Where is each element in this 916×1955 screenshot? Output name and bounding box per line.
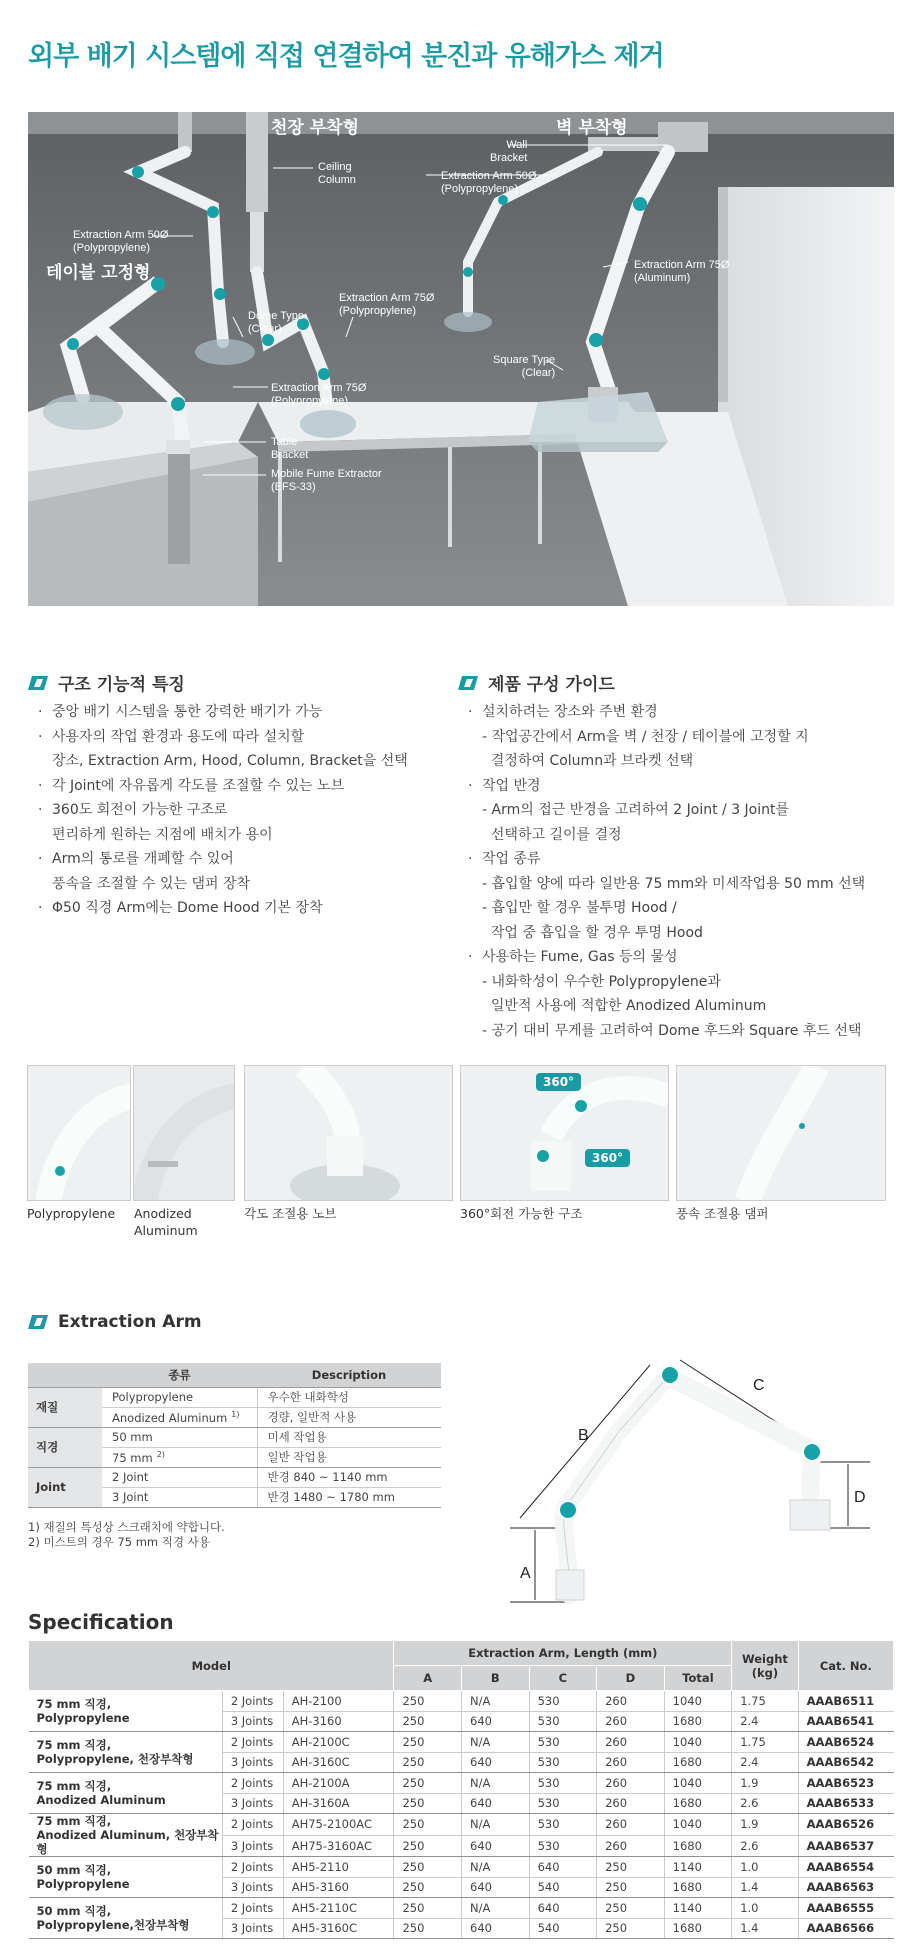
spec-cell-weight: 2.4: [732, 1752, 798, 1773]
guide-heading: 제품 구성 가이드: [458, 670, 615, 695]
spec-cell-weight: 1.9: [732, 1814, 798, 1836]
spec-cell-weight: 2.4: [732, 1711, 798, 1732]
spec-cell-a: 250: [394, 1814, 462, 1836]
guide-item: - 공기 대비 무게를 고려하여 Dome 후드와 Square 후드 선택: [482, 1022, 862, 1039]
ea-desc-cell: 반경 1480 ~ 1780 mm: [257, 1487, 441, 1507]
guide-item: - 내화학성이 우수한 Polypropylene과: [482, 973, 721, 990]
spec-cell-joints: 2 Joints: [222, 1732, 283, 1753]
spec-header-model: Model: [29, 1641, 394, 1691]
spec-cell-cat-no: AAAB6566: [798, 1918, 893, 1939]
ea-kind-cell: 75 mm $^{2)}$: [102, 1447, 257, 1467]
spec-table: [28, 1640, 894, 1939]
spec-cell-b: 640: [462, 1711, 530, 1732]
spec-header-cat: Cat. No.: [798, 1641, 893, 1691]
ea-kind-cell: 50 mm: [102, 1427, 257, 1447]
rotation-caption: 360°회전 가능한 구조: [460, 1206, 583, 1221]
spec-header-a: A: [394, 1666, 462, 1691]
ceiling-type-label: 천장 부착형: [271, 118, 360, 138]
knob-photo: [244, 1065, 453, 1201]
spec-cell-weight: 2.6: [732, 1835, 798, 1857]
spec-cell-cat-no: AAAB6537: [798, 1835, 893, 1857]
spec-cell-model-no: AH-2100C: [283, 1732, 394, 1753]
spec-cell-weight: 1.4: [732, 1877, 798, 1898]
spec-cell-joints: 3 Joints: [222, 1793, 283, 1814]
spec-cell-c: 540: [529, 1877, 597, 1898]
feature-item: · Φ50 직경 Arm에는 Dome Hood 기본 장착: [36, 896, 446, 921]
arm75-pp-low-label: Extraction Arm 75Ø (Polypropylene): [271, 382, 367, 407]
spec-cell-model-no: AH-2100A: [283, 1773, 394, 1794]
spec-cell-d: 250: [597, 1877, 665, 1898]
spec-cell-cat-no: AAAB6563: [798, 1877, 893, 1898]
table-type-label: 테이블 고정형: [46, 263, 151, 283]
spec-header-d: D: [597, 1666, 665, 1691]
spec-cell-total: 1680: [664, 1877, 732, 1898]
spec-cell-c: 530: [529, 1814, 597, 1836]
table-row: [29, 1691, 894, 1712]
features-heading: 구조 기능적 특징: [28, 670, 185, 695]
features-list: [36, 700, 446, 921]
guide-item: - 흡입만 할 경우 불투명 Hood /: [482, 900, 677, 916]
table-row: [29, 1773, 894, 1794]
spec-cell-c: 640: [529, 1898, 597, 1919]
spec-header-c: C: [529, 1666, 597, 1691]
spec-cell-joints: 2 Joints: [222, 1857, 283, 1878]
spec-cell-d: 250: [597, 1898, 665, 1919]
spec-cell-total: 1680: [664, 1918, 732, 1939]
aluminum-photo: [133, 1065, 235, 1201]
spec-cell-joints: 3 Joints: [222, 1835, 283, 1857]
guide-item: 선택하고 길이를 결정: [482, 826, 622, 843]
spec-cell-c: 530: [529, 1773, 597, 1794]
guide-item: - 작업공간에서 Arm을 벽 / 천장 / 테이블에 고정할 지: [482, 728, 809, 745]
spec-cell-a: 250: [394, 1732, 462, 1753]
spec-cell-model-no: AH5-3160: [283, 1877, 394, 1898]
ea-desc-cell: 우수한 내화학성: [257, 1387, 441, 1407]
spec-cell-d: 260: [597, 1752, 665, 1773]
spec-cell-d: 260: [597, 1814, 665, 1836]
spec-cell-a: 250: [394, 1711, 462, 1732]
spec-cell-c: 530: [529, 1752, 597, 1773]
table-row: [28, 1427, 441, 1447]
feature-item: 편리하게 원하는 지점에 배치가 용이: [52, 826, 273, 843]
spec-cell-d: 260: [597, 1711, 665, 1732]
spec-cell-cat-no: AAAB6541: [798, 1711, 893, 1732]
ea-header-kind: 종류: [102, 1363, 257, 1387]
spec-cell-total: 1680: [664, 1711, 732, 1732]
spec-cell-model-no: AH-2100: [283, 1691, 394, 1712]
feature-item: · 사용자의 작업 환경과 용도에 따라 설치할: [36, 725, 446, 750]
spec-cell-model-no: AH-3160: [283, 1711, 394, 1732]
spec-cell-total: 1680: [664, 1752, 732, 1773]
guide-list: [466, 700, 906, 1043]
spec-cell-model-no: AH5-2110: [283, 1857, 394, 1878]
spec-model-group: 75 mm 직경, Anodized Aluminum: [29, 1773, 223, 1814]
spec-cell-total: 1680: [664, 1835, 732, 1857]
ea-desc-cell: 반경 840 ~ 1140 mm: [257, 1467, 441, 1487]
spec-cell-total: 1680: [664, 1793, 732, 1814]
spec-cell-weight: 2.6: [732, 1793, 798, 1814]
spec-cell-cat-no: AAAB6511: [798, 1691, 893, 1712]
rotation-badge-bottom: 360°: [585, 1149, 630, 1167]
spec-cell-cat-no: AAAB6526: [798, 1814, 893, 1836]
spec-cell-model-no: AH75-3160AC: [283, 1835, 394, 1857]
footnote-ref: 2): [156, 1449, 165, 1459]
table-row: [29, 1732, 894, 1753]
spec-cell-joints: 2 Joints: [222, 1814, 283, 1836]
spec-cell-b: 640: [462, 1877, 530, 1898]
spec-cell-cat-no: AAAB6524: [798, 1732, 893, 1753]
table-row: [28, 1387, 441, 1407]
table-row: [28, 1467, 441, 1487]
spec-cell-b: 640: [462, 1752, 530, 1773]
feature-item: 장소, Extraction Arm, Hood, Column, Bracket을 선택: [52, 753, 408, 769]
spec-cell-c: 530: [529, 1711, 597, 1732]
spec-cell-d: 260: [597, 1793, 665, 1814]
spec-cell-cat-no: AAAB6533: [798, 1793, 893, 1814]
spec-model-group: 50 mm 직경, Polypropylene,천장부착형: [29, 1898, 223, 1939]
guide-item: 일반적 사용에 적합한 Anodized Aluminum: [482, 998, 767, 1014]
spec-cell-weight: 1.0: [732, 1898, 798, 1919]
spec-cell-total: 1040: [664, 1691, 732, 1712]
arm75-aluminum-label: Extraction Arm 75Ø (Aluminum): [634, 259, 730, 284]
arm50-pp-left-label: Extraction Arm 50Ø (Polypropylene): [73, 229, 169, 254]
spec-cell-c: 530: [529, 1691, 597, 1712]
spec-cell-c: 540: [529, 1918, 597, 1939]
pp-caption: Polypropylene: [27, 1206, 116, 1221]
spec-cell-d: 250: [597, 1918, 665, 1939]
spec-cell-b: N/A: [462, 1773, 530, 1794]
spec-header-b: B: [462, 1666, 530, 1691]
spec-cell-a: 250: [394, 1898, 462, 1919]
section-mark-icon: [28, 676, 48, 690]
page-title: 외부 배기 시스템에 직접 연결하여 분진과 유해가스 제거: [28, 41, 664, 72]
section-mark-icon: [28, 1315, 48, 1329]
polypropylene-photo: [27, 1065, 131, 1201]
rotation-badge-top: 360°: [536, 1073, 581, 1091]
guide-item: · 사용하는 Fume, Gas 등의 물성: [466, 945, 906, 970]
spec-cell-d: 260: [597, 1732, 665, 1753]
spec-cell-joints: 3 Joints: [222, 1711, 283, 1732]
feature-item: · 중앙 배기 시스템을 통한 강력한 배기가 가능: [36, 700, 446, 725]
ea-kind-cell: Anodized Aluminum $^{1)}$: [102, 1407, 257, 1427]
footnote-ref: 1): [231, 1409, 240, 1419]
dim-d-label: D: [854, 1489, 866, 1506]
ea-kind-cell: 2 Joint: [102, 1467, 257, 1487]
ea-kind-cell: 3 Joint: [102, 1487, 257, 1507]
damper-caption: 풍속 조절용 댐퍼: [676, 1206, 769, 1221]
wall-bracket-label: Wall Bracket: [490, 139, 528, 164]
spec-cell-cat-no: AAAB6555: [798, 1898, 893, 1919]
spec-heading: Specification: [28, 1610, 174, 1634]
spec-cell-cat-no: AAAB6523: [798, 1773, 893, 1794]
dim-c-label: C: [753, 1377, 765, 1394]
spec-cell-a: 250: [394, 1918, 462, 1939]
spec-cell-a: 250: [394, 1857, 462, 1878]
spec-cell-weight: 1.9: [732, 1773, 798, 1794]
arm75-pp-center-label: Extraction Arm 75Ø (Polypropylene): [339, 292, 435, 317]
feature-item: · Arm의 통로를 개폐할 수 있어: [36, 847, 446, 872]
guide-item: · 작업 종류: [466, 847, 906, 872]
feature-item: · 360도 회전이 가능한 구조로: [36, 798, 446, 823]
ea-group-label: Joint: [28, 1467, 102, 1507]
spec-cell-joints: 2 Joints: [222, 1773, 283, 1794]
spec-cell-b: N/A: [462, 1814, 530, 1836]
spec-cell-b: N/A: [462, 1732, 530, 1753]
spec-cell-total: 1040: [664, 1773, 732, 1794]
mobile-extractor-label: Mobile Fume Extractor (EFS-33): [271, 468, 382, 493]
spec-cell-c: 530: [529, 1793, 597, 1814]
spec-cell-weight: 1.4: [732, 1918, 798, 1939]
guide-item: · 설치하려는 장소와 주변 환경: [466, 700, 906, 725]
spec-cell-b: 640: [462, 1918, 530, 1939]
dim-a-label: A: [520, 1565, 531, 1582]
table-bracket-label: Table Bracket: [271, 436, 309, 461]
table-row: [29, 1898, 894, 1919]
extraction-arm-heading: Extraction Arm: [28, 1312, 202, 1332]
ea-header-blank: [28, 1363, 102, 1387]
square-type-label: Square Type (Clear): [493, 354, 556, 379]
spec-model-group: 75 mm 직경, Polypropylene, 천장부착형: [29, 1732, 223, 1773]
al-caption: Anodized Aluminum: [134, 1206, 198, 1238]
spec-cell-model-no: AH75-2100AC: [283, 1814, 394, 1836]
spec-cell-cat-no: AAAB6542: [798, 1752, 893, 1773]
spec-cell-model-no: AH-3160A: [283, 1793, 394, 1814]
guide-item: - 흡입할 양에 따라 일반용 75 mm와 미세작업용 50 mm 선택: [482, 875, 866, 892]
spec-header-weight: Weight (kg): [732, 1641, 798, 1691]
spec-cell-a: 250: [394, 1773, 462, 1794]
spec-cell-b: N/A: [462, 1857, 530, 1878]
dome-type-label: Dome Type (Clear): [248, 310, 305, 335]
spec-cell-c: 530: [529, 1835, 597, 1857]
spec-cell-a: 250: [394, 1835, 462, 1857]
spec-header-total: Total: [664, 1666, 732, 1691]
spec-cell-b: 640: [462, 1835, 530, 1857]
spec-cell-joints: 3 Joints: [222, 1918, 283, 1939]
spec-cell-c: 530: [529, 1732, 597, 1753]
guide-item: 작업 중 흡입을 할 경우 투명 Hood: [482, 924, 703, 941]
spec-cell-total: 1040: [664, 1814, 732, 1836]
spec-cell-joints: 3 Joints: [222, 1877, 283, 1898]
table-row: [29, 1814, 894, 1836]
feature-item: · 각 Joint에 자유롭게 각도를 조절할 수 있는 노브: [36, 774, 446, 799]
ea-header-desc: Description: [257, 1363, 441, 1387]
guide-item: 결정하여 Column과 브라켓 선택: [482, 753, 694, 769]
spec-cell-d: 260: [597, 1773, 665, 1794]
spec-cell-total: 1140: [664, 1898, 732, 1919]
knob-caption: 각도 조절용 노브: [244, 1206, 337, 1221]
spec-model-group: 50 mm 직경, Polypropylene: [29, 1857, 223, 1898]
spec-cell-joints: 3 Joints: [222, 1752, 283, 1773]
spec-cell-d: 260: [597, 1691, 665, 1712]
spec-cell-joints: 2 Joints: [222, 1898, 283, 1919]
spec-cell-total: 1140: [664, 1857, 732, 1878]
spec-cell-total: 1040: [664, 1732, 732, 1753]
guide-item: - Arm의 접근 반경을 고려하여 2 Joint / 3 Joint를: [482, 802, 790, 818]
rotation-photo: [460, 1065, 669, 1201]
spec-cell-a: 250: [394, 1877, 462, 1898]
ea-desc-cell: 미세 작업용: [257, 1427, 441, 1447]
spec-cell-b: 640: [462, 1793, 530, 1814]
spec-cell-joints: 2 Joints: [222, 1691, 283, 1712]
ea-group-label: 직경: [28, 1427, 102, 1467]
ea-group-label: 재질: [28, 1387, 102, 1427]
ceiling-column-label: Ceiling Column: [318, 161, 356, 186]
guide-item: · 작업 반경: [466, 774, 906, 799]
ea-desc-cell: 일반 작업용: [257, 1447, 441, 1467]
table-row: [29, 1857, 894, 1878]
spec-cell-model-no: AH5-3160C: [283, 1918, 394, 1939]
spec-cell-b: N/A: [462, 1691, 530, 1712]
dim-b-label: B: [578, 1427, 589, 1444]
spec-cell-model-no: AH-3160C: [283, 1752, 394, 1773]
spec-cell-a: 250: [394, 1752, 462, 1773]
spec-cell-model-no: AH5-2110C: [283, 1898, 394, 1919]
arm-dimension-diagram: [490, 1330, 890, 1610]
spec-cell-b: N/A: [462, 1898, 530, 1919]
extraction-arm-table: [28, 1363, 441, 1508]
spec-cell-weight: 1.75: [732, 1691, 798, 1712]
spec-cell-a: 250: [394, 1793, 462, 1814]
feature-item: 풍속을 조절할 수 있는 댐퍼 장착: [52, 875, 251, 892]
spec-cell-a: 250: [394, 1691, 462, 1712]
spec-header-arm-length: Extraction Arm, Length (mm): [394, 1641, 732, 1666]
arm50-pp-right-label: Extraction Arm 50Ø (Polypropylene): [441, 170, 537, 195]
ea-notes: 1) 재질의 특성상 스크래치에 약합니다. 2) 미스트의 경우 75 mm 직경 사용: [28, 1520, 225, 1549]
spec-cell-d: 260: [597, 1835, 665, 1857]
spec-cell-weight: 1.0: [732, 1857, 798, 1878]
ea-kind-cell: Polypropylene: [102, 1387, 257, 1407]
wall-type-label: 벽 부착형: [556, 118, 628, 138]
spec-cell-c: 640: [529, 1857, 597, 1878]
spec-model-group: 75 mm 직경, Polypropylene: [29, 1691, 223, 1732]
section-mark-icon: [458, 676, 478, 690]
spec-cell-weight: 1.75: [732, 1732, 798, 1753]
spec-cell-d: 250: [597, 1857, 665, 1878]
spec-model-group: 75 mm 직경, Anodized Aluminum, 천장부착형: [29, 1814, 223, 1857]
hero-illustration: [28, 112, 894, 606]
damper-photo: [676, 1065, 886, 1201]
ea-desc-cell: 경량, 일반적 사용: [257, 1407, 441, 1427]
spec-cell-cat-no: AAAB6554: [798, 1857, 893, 1878]
